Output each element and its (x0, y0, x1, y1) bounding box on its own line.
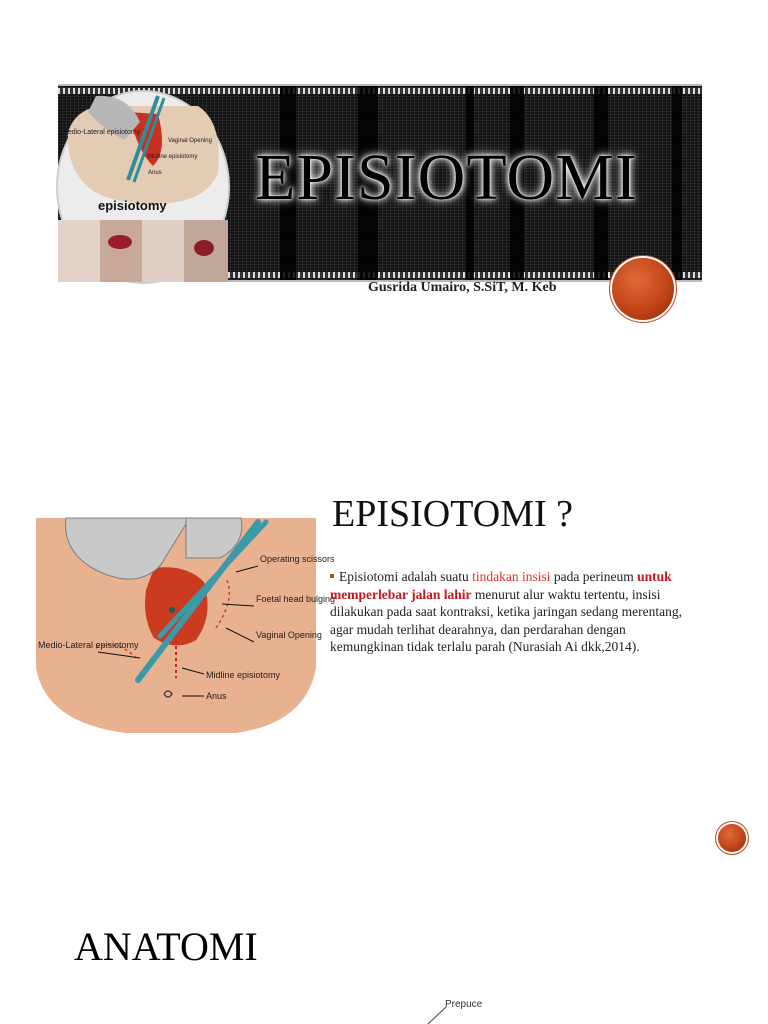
highlight-jalan-lahir: untuk memperlebar jalan lahir (330, 569, 672, 602)
photo-label: Medio-Lateral episiotomy (62, 129, 141, 136)
definition-text-part: menurut alur waktu tertentu, insisi dilakukan pada saat kontraksi, ketika jaringan sedang merentang, agar mudah terlihat dearahnya, dan perdarahan dengan kemungkinan tidak terlalu parah (Nurasiah Ai dkk,2014). (330, 586, 683, 654)
episiotomy-photo (56, 90, 230, 284)
bullet-square-icon (330, 574, 334, 578)
definition-text-part: Episiotomi adalah suatu (339, 569, 473, 584)
diagram-label-operating-scissors: Operating scissors (260, 554, 335, 564)
decorative-orb (612, 258, 674, 320)
anatomy-pointer-line (420, 1007, 460, 1024)
diagram-label-vaginal-opening: Vaginal Opening (256, 630, 322, 640)
banner-band (672, 86, 682, 280)
diagram-label-anus: Anus (206, 691, 227, 701)
photo-label: Midline episiotomy (148, 154, 198, 160)
diagram-label-foetal-head: Foetal head bulging (256, 594, 336, 604)
title-slide (0, 0, 768, 330)
definition-paragraph (330, 568, 702, 656)
episiotomy-diagram (36, 518, 336, 738)
photo-caption: episiotomy (98, 198, 167, 213)
episiotomy-illustration (58, 92, 228, 282)
highlight-tindakan-insisi: tindakan insisi (472, 569, 551, 584)
definition-text-part: pada perineum (550, 569, 638, 584)
decorative-orb (718, 824, 746, 852)
anatomy-slide (0, 895, 768, 1024)
slide-title: EPISIOTOMI (255, 141, 638, 214)
author-name: Gusrida Umairo, S.SiT, M. Keb (368, 280, 557, 295)
definition-slide (0, 440, 768, 880)
photo-label: Vaginal Opening (168, 138, 212, 144)
diagram-label-medio-lateral: Medio-Lateral episiotomy (38, 640, 139, 650)
diagram-label-midline: Midline episiotomy (206, 670, 281, 680)
section-title: ANATOMI (74, 924, 258, 969)
photo-label: Anus (148, 170, 162, 176)
section-title: EPISIOTOMI ? (332, 493, 574, 535)
anatomy-label-prepuce: Prepuce (445, 999, 483, 1010)
